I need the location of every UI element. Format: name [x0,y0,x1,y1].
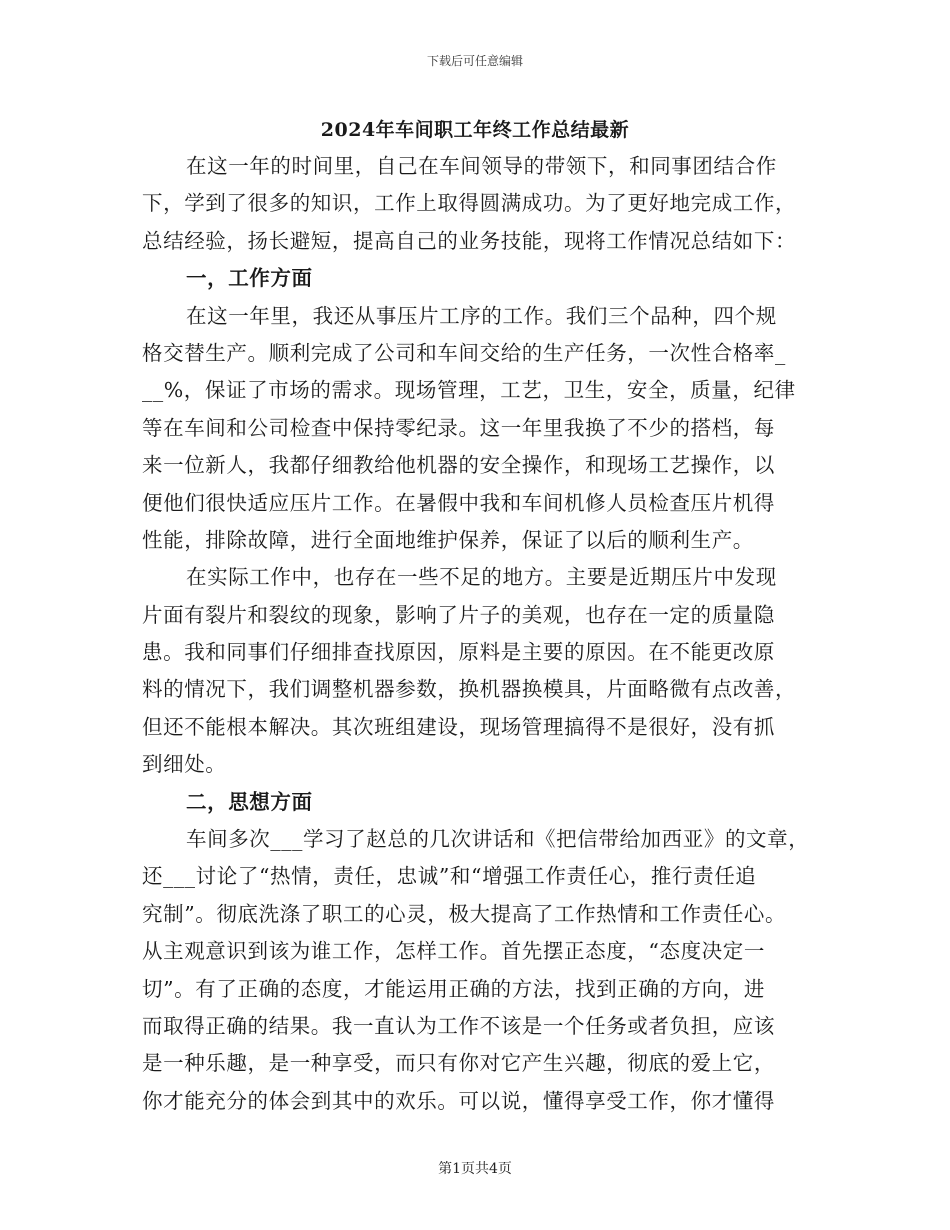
paragraph-line: 在这一年里，我还从事压片工序的工作。我们三个品种，四个规 [186,303,777,328]
paragraph-line: 是一种乐趣，是一种享受，而只有你对它产生兴趣，彻底的爱上它， [142,1051,775,1076]
paragraph-line: 等在车间和公司检查中保持零纪录。这一年里我换了不少的搭档，每 [142,415,775,440]
paragraph-line: 来一位新人，我都仔细教给他机器的安全操作，和现场工艺操作，以 [142,453,775,478]
paragraph-line: 患。我和同事们仔细排查找原因，原料是主要的原因。在不能更改原 [142,640,775,665]
paragraph-line: 车间多次___学习了赵总的几次讲话和《把信带给加西亚》的文章， [186,827,810,852]
page-number: 第1页共4页 [438,1161,512,1177]
paragraph-line: 但还不能根本解决。其次班组建设，现场管理搞得不是很好，没有抓 [142,714,775,739]
paragraph-line: 下，学到了很多的知识，工作上取得圆满成功。为了更好地完成工作， [142,191,797,216]
paragraph-line: 性能，排除故障，进行全面地维护保养，保证了以后的顺利生产。 [142,527,754,552]
paragraph-line: 总结经验，扬长避短，提高自己的业务技能，现将工作情况总结如下： [142,228,797,253]
paragraph-line: 料的情况下，我们调整机器参数，换机器换模具，片面略微有点改善， [142,677,797,702]
paragraph-line: 便他们很快适应压片工作。在暑假中我和车间机修人员检查压片机得 [142,490,775,515]
paragraph-line: 切”。有了正确的态度，才能运用正确的方法，找到正确的方向，进 [142,976,765,1001]
paragraph-line: __%，保证了市场的需求。现场管理，工艺，卫生，安全，质量，纪律 [142,378,796,403]
paragraph-line: 你才能充分的体会到其中的欢乐。可以说，懂得享受工作，你才懂得 [142,1088,775,1113]
paragraph-line: 而取得正确的结果。我一直认为工作不该是一个任务或者负担，应该 [142,1013,775,1038]
paragraph-line: 到细处。 [142,752,227,777]
paragraph-line: 究制”。彻底洗涤了职工的心灵，极大提高了工作热情和工作责任心。 [142,901,787,926]
section-heading-work: 一，工作方面 [186,266,313,291]
section-heading-thought: 二，思想方面 [186,789,313,814]
paragraph-line: 在这一年的时间里，自己在车间领导的带领下，和同事团结合作 [186,154,777,178]
paragraph-line: 在实际工作中，也存在一些不足的地方。主要是近期压片中发现 [186,565,777,590]
document-title: 2024年车间职工年终工作总结最新 [320,119,630,141]
paragraph-line: 格交替生产。顺利完成了公司和车间交给的生产任务，一次性合格率_ [142,340,786,365]
paragraph-line: 从主观意识到该为谁工作，怎样工作。首先摆正态度，“态度决定一 [142,939,765,964]
paragraph-line: 片面有裂片和裂纹的现象，影响了片子的美观，也存在一定的质量隐 [142,602,775,627]
header-note: 下载后可任意编辑 [426,54,523,68]
document-body [142,148,812,1120]
paragraph-line: 还___讨论了“热情，责任，忠诚”和“增强工作责任心，推行责任追 [142,864,757,889]
